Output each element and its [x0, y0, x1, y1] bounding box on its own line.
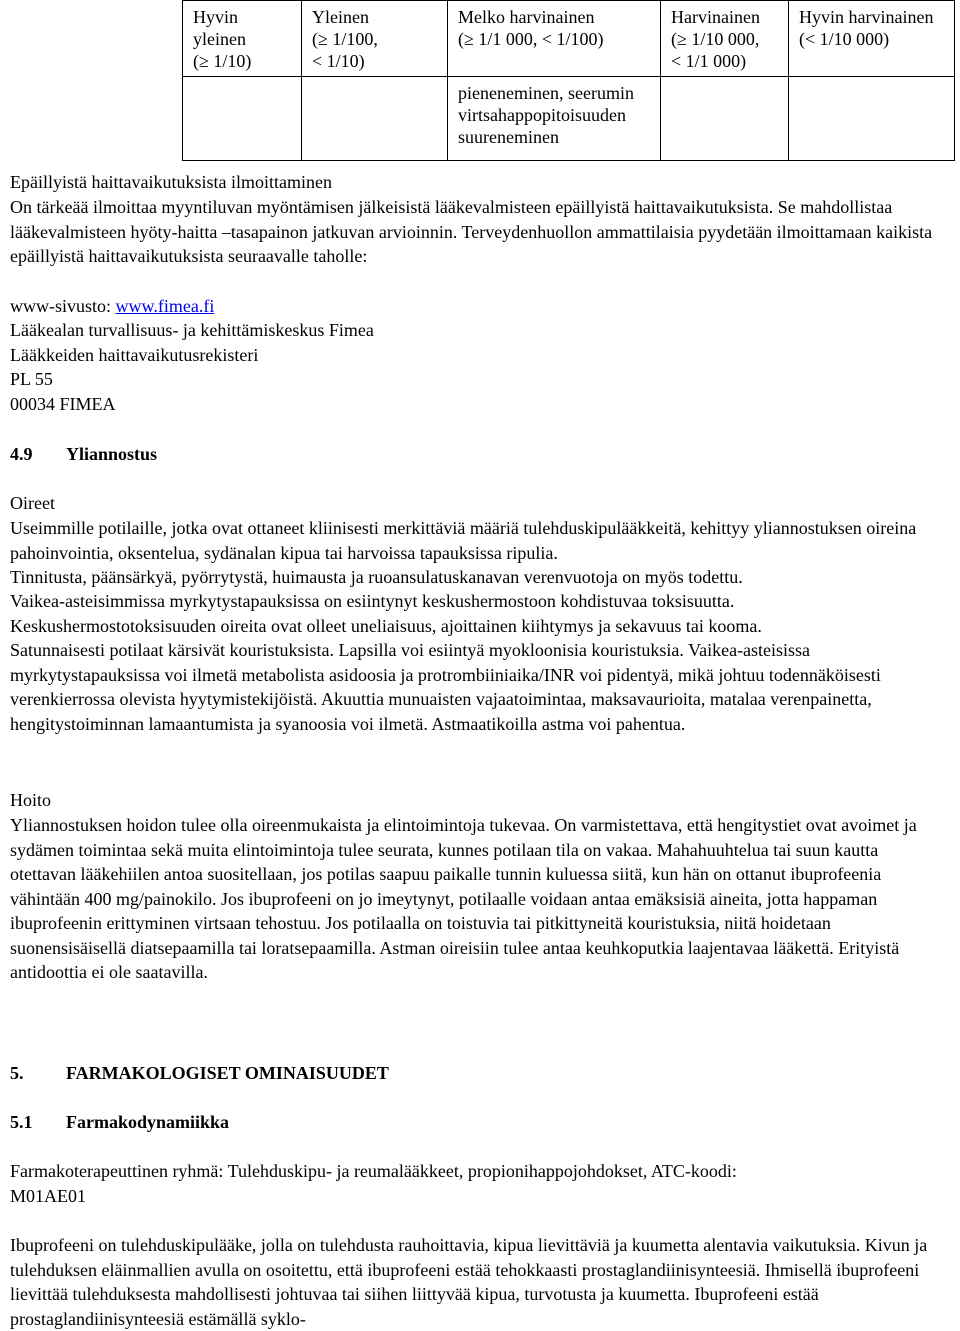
website-label: www-sivusto: [10, 296, 116, 316]
treatment-heading: Hoito [10, 790, 52, 810]
frequency-data-row [183, 77, 955, 161]
symptoms-paragraph-1: Useimmille potilaille, jotka ovat ottaneet kliinisesti merkittäviä määriä tulehduskipulääkkeitä, kehittyy yliannostuksen oireina pahoinvointia, oksentelua, sydänalan kipua tai harvoissa tapauksissa ripulia. [10, 518, 917, 563]
section-4-9-number: 4.9 [10, 444, 33, 464]
reporting-heading: Epäillyistä haittavaikutuksista ilmoittaminen [10, 172, 332, 192]
frequency-header-row [183, 1, 955, 77]
cell-very-rare [789, 77, 955, 161]
symptoms-paragraph-5: Satunnaisesti potilaat kärsivät kouristuksista. Lapsilla voi esiintyä myokloonisia kouristuksia. Vaikea-asteisissa myrkytystapauksissa voi ilmetä metabolista asidoosia ja protrombiiniaika/INR voi pidentyä, mikä johtuu todennäköisesti verenkierrossa olevista hyytymistekijöistä. Akuuttia munuaisten vajaatoimintaa, maksavaurioita, matalaa verenpainetta, hengitystoiminnan lamaantumista ja syanoosia voi ilmetä. Astmaatikoilla astma voi pahentua. [10, 640, 881, 734]
section-5-1-title: Farmakodynamiikka [66, 1112, 230, 1132]
section-5-heading [10, 1061, 945, 1086]
cell-common [302, 77, 448, 161]
address-line-3: PL 55 [10, 369, 53, 389]
reporting-body: On tärkeää ilmoittaa myyntiluvan myöntämisen jälkeisistä lääkevalmisteen epäillyistä haittavaikutuksista. Se mahdollistaa lääkevalmisteen hyöty-haitta –tasapainon jatkuvan arvioinnin. Terveydenhuollon ammattilaisia pyydetään ilmoittamaan kaikista epäillyistä haittavaikutuksista seuraavalle taholle: [10, 197, 933, 266]
section-5-1-number: 5.1 [10, 1112, 33, 1132]
address-line-2: Lääkkeiden haittavaikutusrekisteri [10, 345, 259, 365]
symptoms-paragraph-4: Keskushermostotoksisuuden oireita ovat olleet uneliaisuus, ajoittainen kiihtymys ja sekavuus tai kooma. [10, 616, 762, 636]
section-4-9-title: Yliannostus [66, 444, 158, 464]
header-very-common: Hyvin yleinen (≥ 1/10) [183, 1, 302, 77]
pharmacodynamics-paragraph: Ibuprofeeni on tulehduskipulääke, jolla on tulehdusta rauhoittavia, kipua lievittäviä ja kuumetta alentavia vaikutuksia. Kivun ja tulehduksen eläinmallien avulla on osoitettu, että ibuprofeeni estää tehokkaasti prostaglandiinisynteesiä. Ihmisellä ibuprofeeni lievittää tulehduksesta mahdollisesti johtuvaa tai siihen liittyvää kipua, turvotusta ja kuumetta. Ibuprofeeni estää prostaglandiinisynteesiä estämällä syklo- [10, 1235, 928, 1329]
treatment-paragraph: Yliannostuksen hoidon tulee olla oireenmukaista ja elintoimintoja tukevaa. On varmistettava, että hengitystiet ovat avoimet ja sydämen toimintaa sekä muita elintoimintoja tulee seurata, kunnes potilaan tila on vakaa. Mahahuuhtelua tai suun kautta otettavan lääkehiilen antoa suositellaan, jos potilas saapuu paikalle tunnin kuluessa siitä, kun hän on ottanut ibuprofeenia vähintään 400 mg/painokilo. Jos ibuprofeeni on jo imeytynyt, potilaalle voidaan antaa emäksisiä aineita, jotta happaman ibuprofeenin erittyminen virtsaan tehostuu. Jos potilaalla on toistuvia tai pitkittyneitä kouristuksia, niitä hoidetaan suonensisäisellä diatsepaamilla tai loratsepaamilla. Astman oireisiin tulee antaa keuhkoputkia laajentavaa lääkettä. Erityistä antidoottia ei ole saatavilla. [10, 815, 917, 982]
pharmacotherapeutic-group-line-1: Farmakoterapeuttinen ryhmä: Tulehduskipu- ja reumalääkkeet, propionihappojohdokset, ATC-koodi: [10, 1161, 737, 1181]
header-uncommon: Melko harvinainen (≥ 1/1 000, < 1/100) [448, 1, 661, 77]
header-rare: Harvinainen (≥ 1/10 000, < 1/1 000) [661, 1, 789, 77]
cell-rare [661, 77, 789, 161]
symptoms-paragraph-3: Vaikea-asteisimmissa myrkytystapauksissa on esiintynyt keskushermostoon kohdistuvaa toksisuutta. [10, 591, 735, 611]
website-line [10, 294, 945, 319]
section-5-title: FARMAKOLOGISET OMINAISUUDET [66, 1063, 389, 1083]
symptoms-paragraph-2: Tinnitusta, päänsärkyä, pyörrytystä, huimausta ja ruoansulatuskanavan verenvuotoja on myös todettu. [10, 567, 743, 587]
symptoms-heading: Oireet [10, 493, 55, 513]
fimea-link[interactable]: www.fimea.fi [115, 296, 215, 316]
cell-very-common [183, 77, 302, 161]
address-line-4: 00034 FIMEA [10, 394, 116, 414]
frequency-table [182, 0, 955, 161]
header-common: Yleinen (≥ 1/100, < 1/10) [302, 1, 448, 77]
pharmacotherapeutic-group-line-2: M01AE01 [10, 1186, 86, 1206]
cell-uncommon: pieneneminen, seerumin virtsahappopitoisuuden suureneminen [448, 77, 661, 161]
section-5-number: 5. [10, 1063, 24, 1083]
header-very-rare: Hyvin harvinainen (< 1/10 000) [789, 1, 955, 77]
section-4-9-heading [10, 442, 945, 467]
section-5-1-heading [10, 1110, 945, 1135]
address-line-1: Lääkealan turvallisuus- ja kehittämiskeskus Fimea [10, 320, 374, 340]
